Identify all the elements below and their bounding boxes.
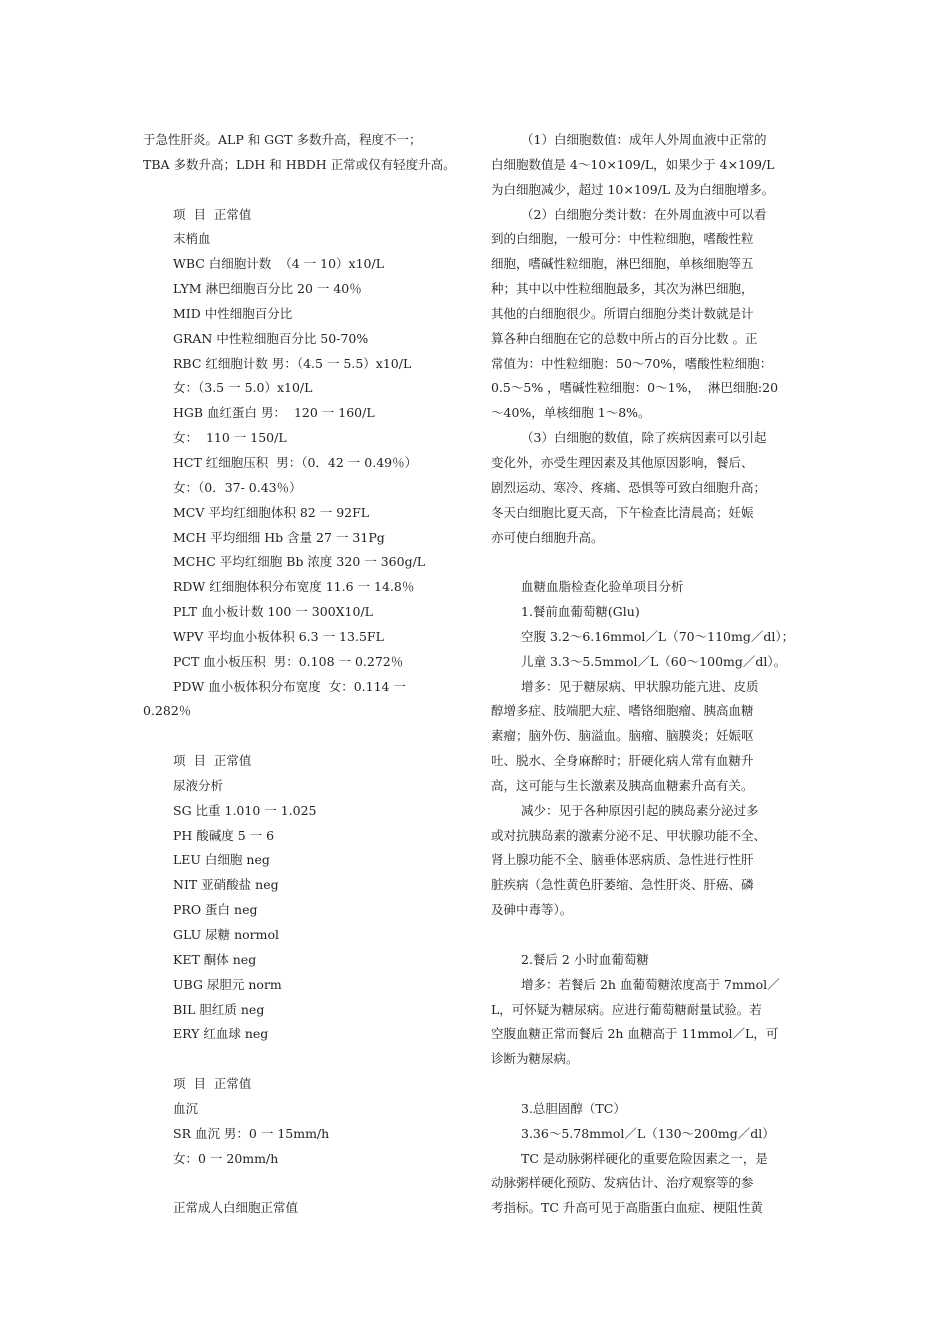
- blood-item: RDW 红细胞体积分布宽度 11.6 一 14.8％: [173, 579, 415, 595]
- blood-table-header: 项 目 正常值: [173, 206, 252, 222]
- postmeal-line: 增多：若餐后 2h 血葡萄糖浓度高于 7mmol／: [521, 976, 780, 992]
- spacer: [491, 923, 807, 948]
- urine-section-title: 尿液分析: [173, 777, 224, 793]
- urine-item: LEU 白细胞 neg: [173, 852, 270, 868]
- blood-item: RBC 红细胞计数 男：（4.5 一 5.5）x10/L: [173, 355, 412, 371]
- blood-item: WPV 平均血小板体积 6.3 一 13.5FL: [173, 628, 384, 644]
- tc-line: 考指标。TC 升高可见于高脂蛋白血症、梗阻性黄: [491, 1200, 763, 1216]
- blood-item: HGB 血红蛋白 男： 120 一 160/L: [173, 405, 375, 421]
- glucose-line: 吐、脱水、全身麻醉时；肝硬化病人常有血糖升: [491, 753, 754, 769]
- glucose-line: 素瘤；脑外伤、脑溢血。脑瘤、脑膜炎；妊娠呕: [491, 728, 754, 744]
- sed-table-header: 项 目 正常值: [173, 1076, 252, 1092]
- glucose-line: 减少：见于各种原因引起的胰岛素分泌过多: [521, 802, 759, 818]
- glucose-line: 空腹 3.2～6.16mmol／L（70～110mg／dl）；: [521, 628, 795, 644]
- wbc-paragraph-line: 冬天白细胞比夏天高，下午检查比清晨高；妊娠: [491, 504, 754, 520]
- blood-item: 女：（0．37- 0.43％）: [173, 479, 302, 495]
- wbc-paragraph-line: （1）白细胞数值：成年人外周血液中正常的: [521, 132, 767, 147]
- spacer: [143, 724, 463, 749]
- wbc-paragraph-line: 0.5～5% ，嗜碱性粒细胞：0～1%， 淋巴细胞:20: [491, 380, 779, 396]
- blood-item: HCT 红细胞压积 男：（0．42 一 0.49％）: [173, 454, 418, 470]
- postmeal-subtitle: 2.餐后 2 小时血葡萄糖: [521, 951, 649, 967]
- intro-line-2: TBA 多数升高；LDH 和 HBDH 正常或仅有轻度升高。: [143, 156, 456, 172]
- tc-line: 3.36～5.78mmol／L（130～200mg／dl）: [521, 1125, 775, 1141]
- glucose-line: 醇增多症、肢端肥大症、嗜铬细胞瘤、胰高血糖: [491, 703, 754, 719]
- blood-item: MCV 平均红细胞体积 82 一 92FL: [173, 504, 370, 520]
- blood-item-wrap: 0.282％: [143, 703, 192, 719]
- blood-item: PCT 血小板压积 男：0.108 一 0.272％: [173, 653, 404, 669]
- blood-item: MCH 平均细细 Hb 含量 27 一 31Pg: [173, 529, 385, 545]
- blood-item: 女：（3.5 一 5.0）x10/L: [173, 380, 313, 396]
- wbc-paragraph-line: 为白细胞减少，超过 10×109/L 及为白细胞增多。: [491, 181, 775, 197]
- blood-section-title: 末梢血: [173, 231, 211, 247]
- wbc-paragraph-line: 常值为：中性粒细胞：50～70%，嗜酸性粒细胞：: [491, 355, 773, 371]
- spacer: [491, 550, 807, 575]
- urine-item: GLU 尿糖 normol: [173, 927, 280, 942]
- urine-table-header: 项 目 正常值: [173, 753, 252, 769]
- glucose-line: 儿童 3.3～5.5mmol／L（60～100mg／dl）。: [521, 653, 787, 669]
- intro-line-1: 于急性肝炎。ALP 和 GGT 多数升高，程度不一；: [143, 132, 422, 147]
- urine-item: UBG 尿胆元 norm: [173, 976, 282, 992]
- glucose-line: 脏疾病（急性黄色肝萎缩、急性肝炎、肝癌、磷: [491, 877, 754, 893]
- wbc-paragraph-line: 到的白细胞，一般可分：中性粒细胞，嗜酸性粒: [491, 231, 754, 247]
- glucose-line: 高，这可能与生长激素及胰高血糖素升高有关。: [491, 777, 754, 793]
- wbc-paragraph-line: （2）白细胞分类计数：在外周血液中可以看: [521, 206, 767, 222]
- glucose-line: 肾上腺功能不全、脑垂体恶病质、急性进行性肝: [491, 852, 754, 868]
- tc-line: TC 是动脉粥样硬化的重要危险因素之一，是: [521, 1150, 768, 1166]
- blood-item: PLT 血小板计数 100 一 300X10/L: [173, 604, 373, 620]
- wbc-paragraph-line: 变化外，亦受生理因素及其他原因影响，餐后、: [491, 454, 754, 470]
- glucose-line: 及砷中毒等）。: [491, 902, 573, 918]
- glucose-line: 或对抗胰岛素的激素分泌不足、甲状腺功能不全、: [491, 827, 767, 843]
- wbc-paragraph-line: 种；其中以中性粒细胞最多，其次为淋巴细胞，: [491, 281, 754, 297]
- spacer: [143, 1171, 463, 1196]
- wbc-paragraph-line: 剧烈运动、寒冷、疼痛、恐惧等可致白细胞升高；: [491, 479, 767, 495]
- sed-item: 女：0 一 20mm/h: [173, 1150, 279, 1166]
- blood-item: WBC 白细胞计数 （4 一 10）x10/L: [173, 256, 385, 272]
- glucose-subtitle: 1.餐前血葡萄糖(Glu): [521, 604, 640, 620]
- wbc-paragraph-line: ～40%，单核细胞 1～8%。: [491, 405, 651, 421]
- postmeal-line: L，可怀疑为糖尿病。应进行葡萄糖耐量试验。若: [491, 1001, 762, 1017]
- tc-subtitle: 3.总胆固醇（TC）: [521, 1100, 626, 1116]
- sed-item: SR 血沉 男：0 一 15mm/h: [173, 1125, 330, 1141]
- wbc-paragraph-line: （3）白细胞的数值，除了疾病因素可以引起: [521, 430, 767, 446]
- urine-item: PRO 蛋白 neg: [173, 902, 258, 918]
- tc-line: 动脉粥样硬化预防、发病估计、治疗观察等的参: [491, 1175, 754, 1191]
- wbc-paragraph-line: 白细胞数值是 4～10×109/L，如果少于 4×109/L: [491, 156, 775, 172]
- blood-item: MCHC 平均红细胞 Bb 浓度 320 一 360g/L: [173, 554, 426, 570]
- glucose-section-title: 血糖血脂检查化验单项目分析: [521, 579, 684, 595]
- postmeal-line: 空腹血糖正常而餐后 2h 血糖高于 11mmol／L，可: [491, 1026, 779, 1042]
- wbc-paragraph-line: 其他的白细胞很少。所谓白细胞分类计数就是计: [491, 305, 754, 321]
- urine-item: NIT 亚硝酸盐 neg: [173, 877, 279, 893]
- spacer: [143, 1047, 463, 1072]
- wbc-paragraph-line: 算各种白细胞在它的总数中所占的百分比数 。正: [491, 330, 758, 346]
- spacer: [491, 1072, 807, 1097]
- urine-item: ERY 红血球 neg: [173, 1026, 269, 1042]
- wbc-normal-heading: 正常成人白细胞正常值: [173, 1200, 299, 1216]
- blood-item: 女： 110 一 150/L: [173, 430, 287, 446]
- wbc-paragraph-line: 细胞，嗜碱性粒细胞，淋巴细胞，单核细胞等五: [491, 256, 754, 272]
- urine-item: KET 酮体 neg: [173, 951, 257, 967]
- spacer: [143, 178, 463, 203]
- blood-item: LYM 淋巴细胞百分比 20 一 40％: [173, 281, 362, 297]
- blood-item: PDW 血小板体积分布宽度 女：0.114 一: [173, 678, 406, 694]
- right-column: [491, 128, 807, 1221]
- blood-item: MID 中性细胞百分比: [173, 305, 293, 321]
- blood-item: GRAN 中性粒细胞百分比 50-70%: [173, 330, 369, 346]
- wbc-paragraph-line: 亦可使白细胞升高。: [491, 529, 604, 545]
- urine-item: BIL 胆红质 neg: [173, 1001, 265, 1017]
- urine-item: SG 比重 1.010 一 1.025: [173, 802, 317, 818]
- urine-item: PH 酸碱度 5 一 6: [173, 827, 275, 843]
- postmeal-line: 诊断为糖尿病。: [491, 1051, 579, 1067]
- glucose-line: 增多：见于糖尿病、甲状腺功能亢进、皮质: [521, 678, 759, 694]
- sed-section-title: 血沉: [173, 1100, 199, 1116]
- left-column: [143, 128, 463, 1221]
